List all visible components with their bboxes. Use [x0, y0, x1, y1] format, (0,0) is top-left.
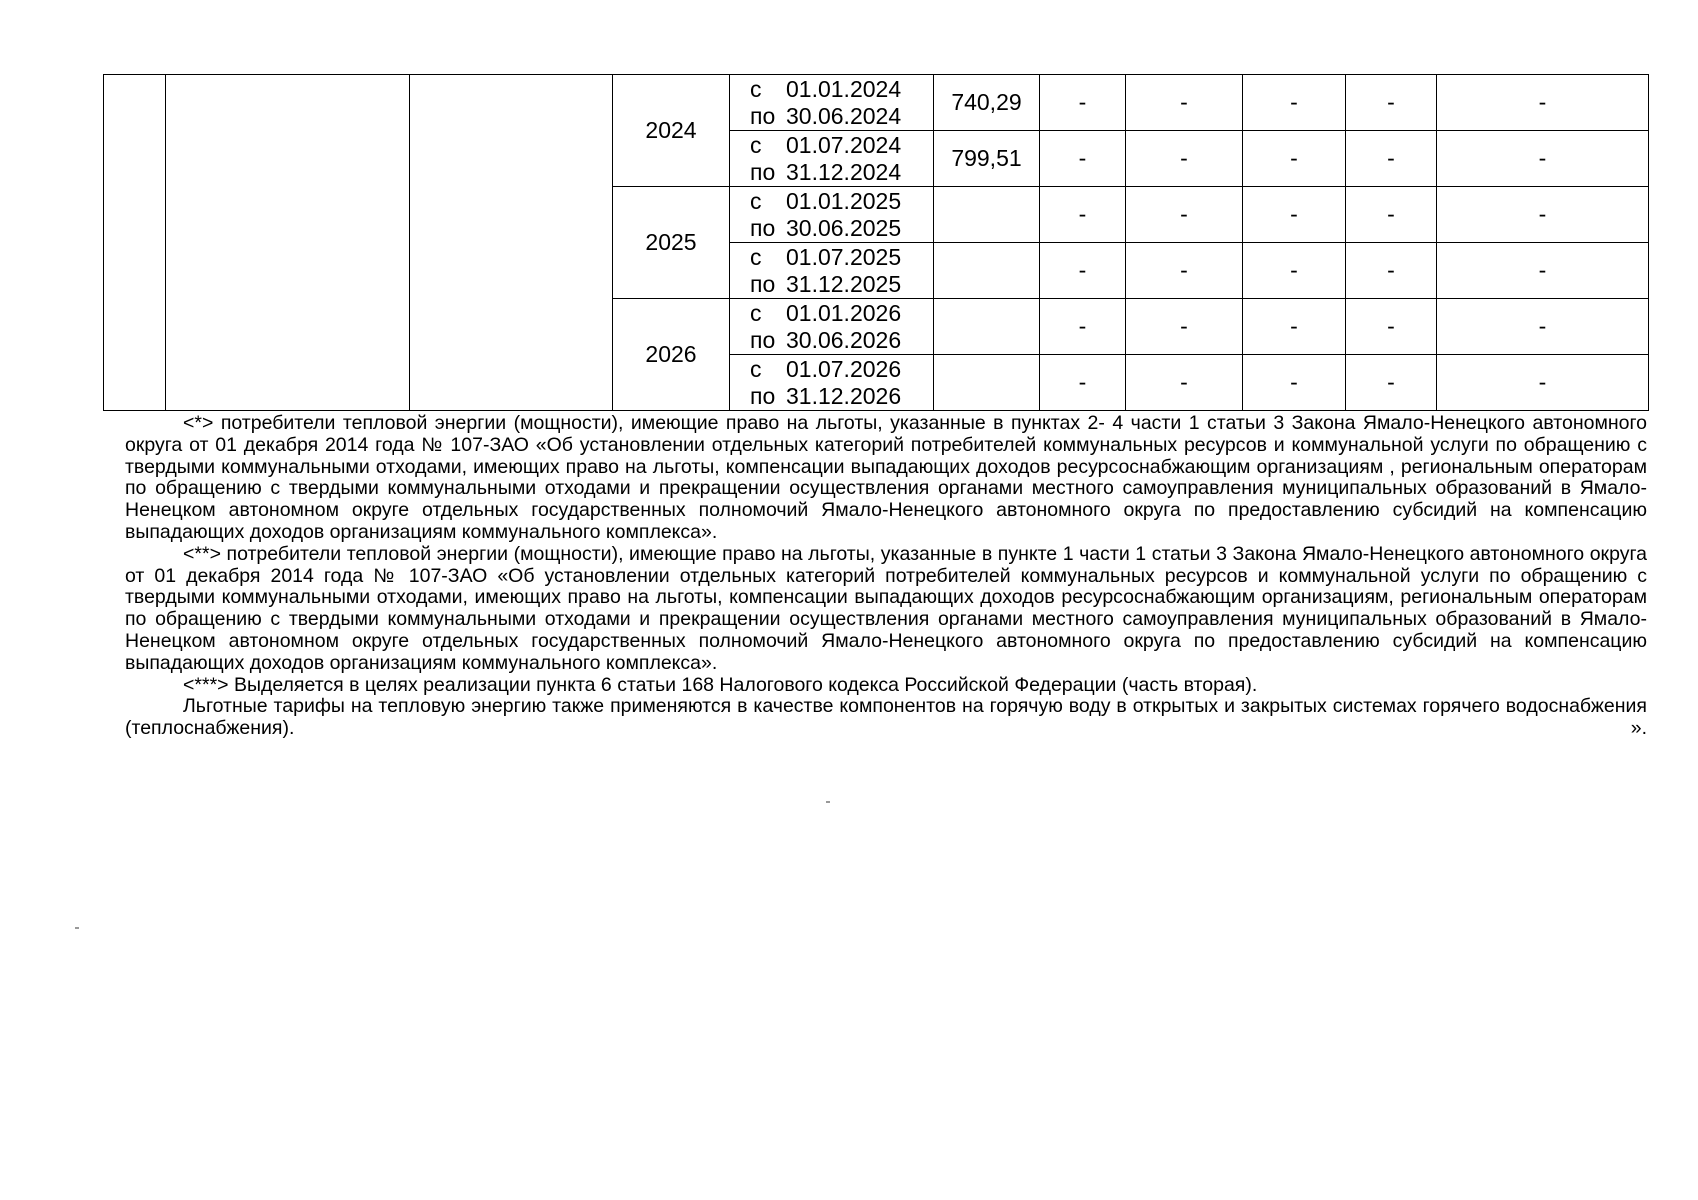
- year-cell: 2024: [613, 75, 730, 187]
- tariff-value: [934, 243, 1040, 299]
- period-to: 31.12.2025: [786, 270, 902, 297]
- period-from: 01.07.2024: [786, 131, 902, 158]
- empty-col-2: [166, 75, 410, 411]
- tariff-value: [934, 299, 1040, 355]
- period-from-prefix: с: [750, 355, 762, 382]
- dash-cell: -: [1126, 75, 1243, 131]
- period-cell: [730, 355, 934, 411]
- dash-cell: -: [1040, 355, 1126, 411]
- dash-cell: -: [1126, 131, 1243, 187]
- period-cell: [730, 299, 934, 355]
- dash-cell: -: [1243, 131, 1346, 187]
- period-from-prefix: с: [750, 299, 762, 326]
- dash-cell: -: [1346, 243, 1437, 299]
- dash-cell: -: [1346, 355, 1437, 411]
- dash-cell: -: [1346, 131, 1437, 187]
- dash-cell: -: [1437, 299, 1649, 355]
- tariff-value: 740,29: [934, 75, 1040, 131]
- dash-cell: -: [1040, 75, 1126, 131]
- table-body: [104, 75, 1649, 411]
- dash-cell: -: [1437, 243, 1649, 299]
- period-to-prefix: по: [750, 214, 776, 241]
- period-to-prefix: по: [750, 270, 776, 297]
- dash-cell: -: [1126, 243, 1243, 299]
- period-cell: [730, 243, 934, 299]
- empty-col-1: [104, 75, 166, 411]
- period-to: 30.06.2024: [786, 102, 902, 129]
- closing-quote: ».: [1630, 717, 1647, 740]
- period-cell: [730, 187, 934, 243]
- scan-speck: [75, 927, 79, 929]
- dash-cell: -: [1243, 355, 1346, 411]
- period-from-prefix: с: [750, 187, 762, 214]
- dash-cell: -: [1346, 75, 1437, 131]
- tariff-value: [934, 355, 1040, 411]
- period-to-prefix: по: [750, 382, 776, 409]
- period-to: 31.12.2024: [786, 158, 902, 185]
- dash-cell: -: [1126, 187, 1243, 243]
- period-cell: [730, 75, 934, 131]
- period-from: 01.07.2026: [786, 355, 902, 382]
- period-from: 01.01.2024: [786, 75, 902, 102]
- footnote-4-text: Льготные тарифы на тепловую энергию также применяются в качестве компонентов на горячую воду в открытых и закрытых системах горячего водоснабжения (теплоснабжения).: [125, 695, 1647, 740]
- period-to-prefix: по: [750, 326, 776, 353]
- period-to: 31.12.2026: [786, 382, 902, 409]
- period-from: 01.01.2026: [786, 299, 902, 326]
- footnote-3: <***> Выделяется в целях реализации пункта 6 статьи 168 Налогового кодекса Российской Федерации (часть вторая).: [183, 673, 1258, 696]
- dash-cell: -: [1437, 355, 1649, 411]
- tariff-value: [934, 187, 1040, 243]
- dash-cell: -: [1040, 187, 1126, 243]
- period-to: 30.06.2026: [786, 326, 902, 353]
- dash-cell: -: [1243, 299, 1346, 355]
- tariff-table: [103, 74, 1649, 411]
- dash-cell: -: [1437, 131, 1649, 187]
- dash-cell: -: [1437, 75, 1649, 131]
- period-from-prefix: с: [750, 75, 762, 102]
- dash-cell: -: [1243, 243, 1346, 299]
- period-from-prefix: с: [750, 131, 762, 158]
- scan-speck: [826, 801, 830, 803]
- year-cell: 2025: [613, 187, 730, 299]
- year-cell: 2026: [613, 299, 730, 411]
- period-to: 30.06.2025: [786, 214, 902, 241]
- footnotes: [125, 413, 1647, 740]
- tariff-value: 799,51: [934, 131, 1040, 187]
- dash-cell: -: [1040, 299, 1126, 355]
- period-from: 01.01.2025: [786, 187, 902, 214]
- dash-cell: -: [1346, 187, 1437, 243]
- table-row: [104, 75, 1649, 131]
- dash-cell: -: [1243, 75, 1346, 131]
- period-cell: [730, 131, 934, 187]
- dash-cell: -: [1437, 187, 1649, 243]
- dash-cell: -: [1040, 243, 1126, 299]
- empty-col-3: [410, 75, 613, 411]
- footnote-2: <**> потребители тепловой энергии (мощности), имеющие право на льготы, указанные в пункте 1 части 1 статьи 3 Закона Ямало-Ненецкого автономного округа от 01 декабря 2014 года № 107-ЗАО «Об установлении отдельных категорий потребителей коммунальных ресурсов и коммунальной услуги по обращению с твердыми коммунальными отходами, имеющих право на льготы, компенсации выпадающих доходов ресурсоснабжающим организациям, региональным операторам по обращению с твердыми коммунальными отходами и прекращении осуществления органами местного самоуправления муниципальных образований в Ямало-Ненецком автономном округе отдельных государственных полномочий Ямало-Ненецкого автономного округа по предоставлению субсидий на компенсацию выпадающих доходов организациям коммунального комплекса».: [125, 542, 1647, 674]
- dash-cell: -: [1126, 299, 1243, 355]
- dash-cell: -: [1126, 355, 1243, 411]
- period-to-prefix: по: [750, 158, 776, 185]
- dash-cell: -: [1040, 131, 1126, 187]
- dash-cell: -: [1346, 299, 1437, 355]
- period-from: 01.07.2025: [786, 243, 902, 270]
- dash-cell: -: [1243, 187, 1346, 243]
- footnote-1: <*> потребители тепловой энергии (мощности), имеющие право на льготы, указанные в пунктах 2- 4 части 1 статьи 3 Закона Ямало-Ненецкого автономного округа от 01 декабря 2014 года № 107-ЗАО «Об установлении отдельных категорий потребителей коммунальных ресурсов и коммунальной услуги по обращению с твердыми коммунальными отходами, имеющих право на льготы, компенсации выпадающих доходов ресурсоснабжающим организациям , региональным операторам по обращению с твердыми коммунальными отходами и прекращении осуществления органами местного самоуправления муниципальных образований в Ямало-Ненецком автономном округе отдельных государственных полномочий Ямало-Ненецкого автономного округа по предоставлению субсидий на компенсацию выпадающих доходов организациям коммунального комплекса».: [125, 412, 1647, 543]
- period-from-prefix: с: [750, 243, 762, 270]
- period-to-prefix: по: [750, 102, 776, 129]
- footnote-4: [125, 696, 1647, 740]
